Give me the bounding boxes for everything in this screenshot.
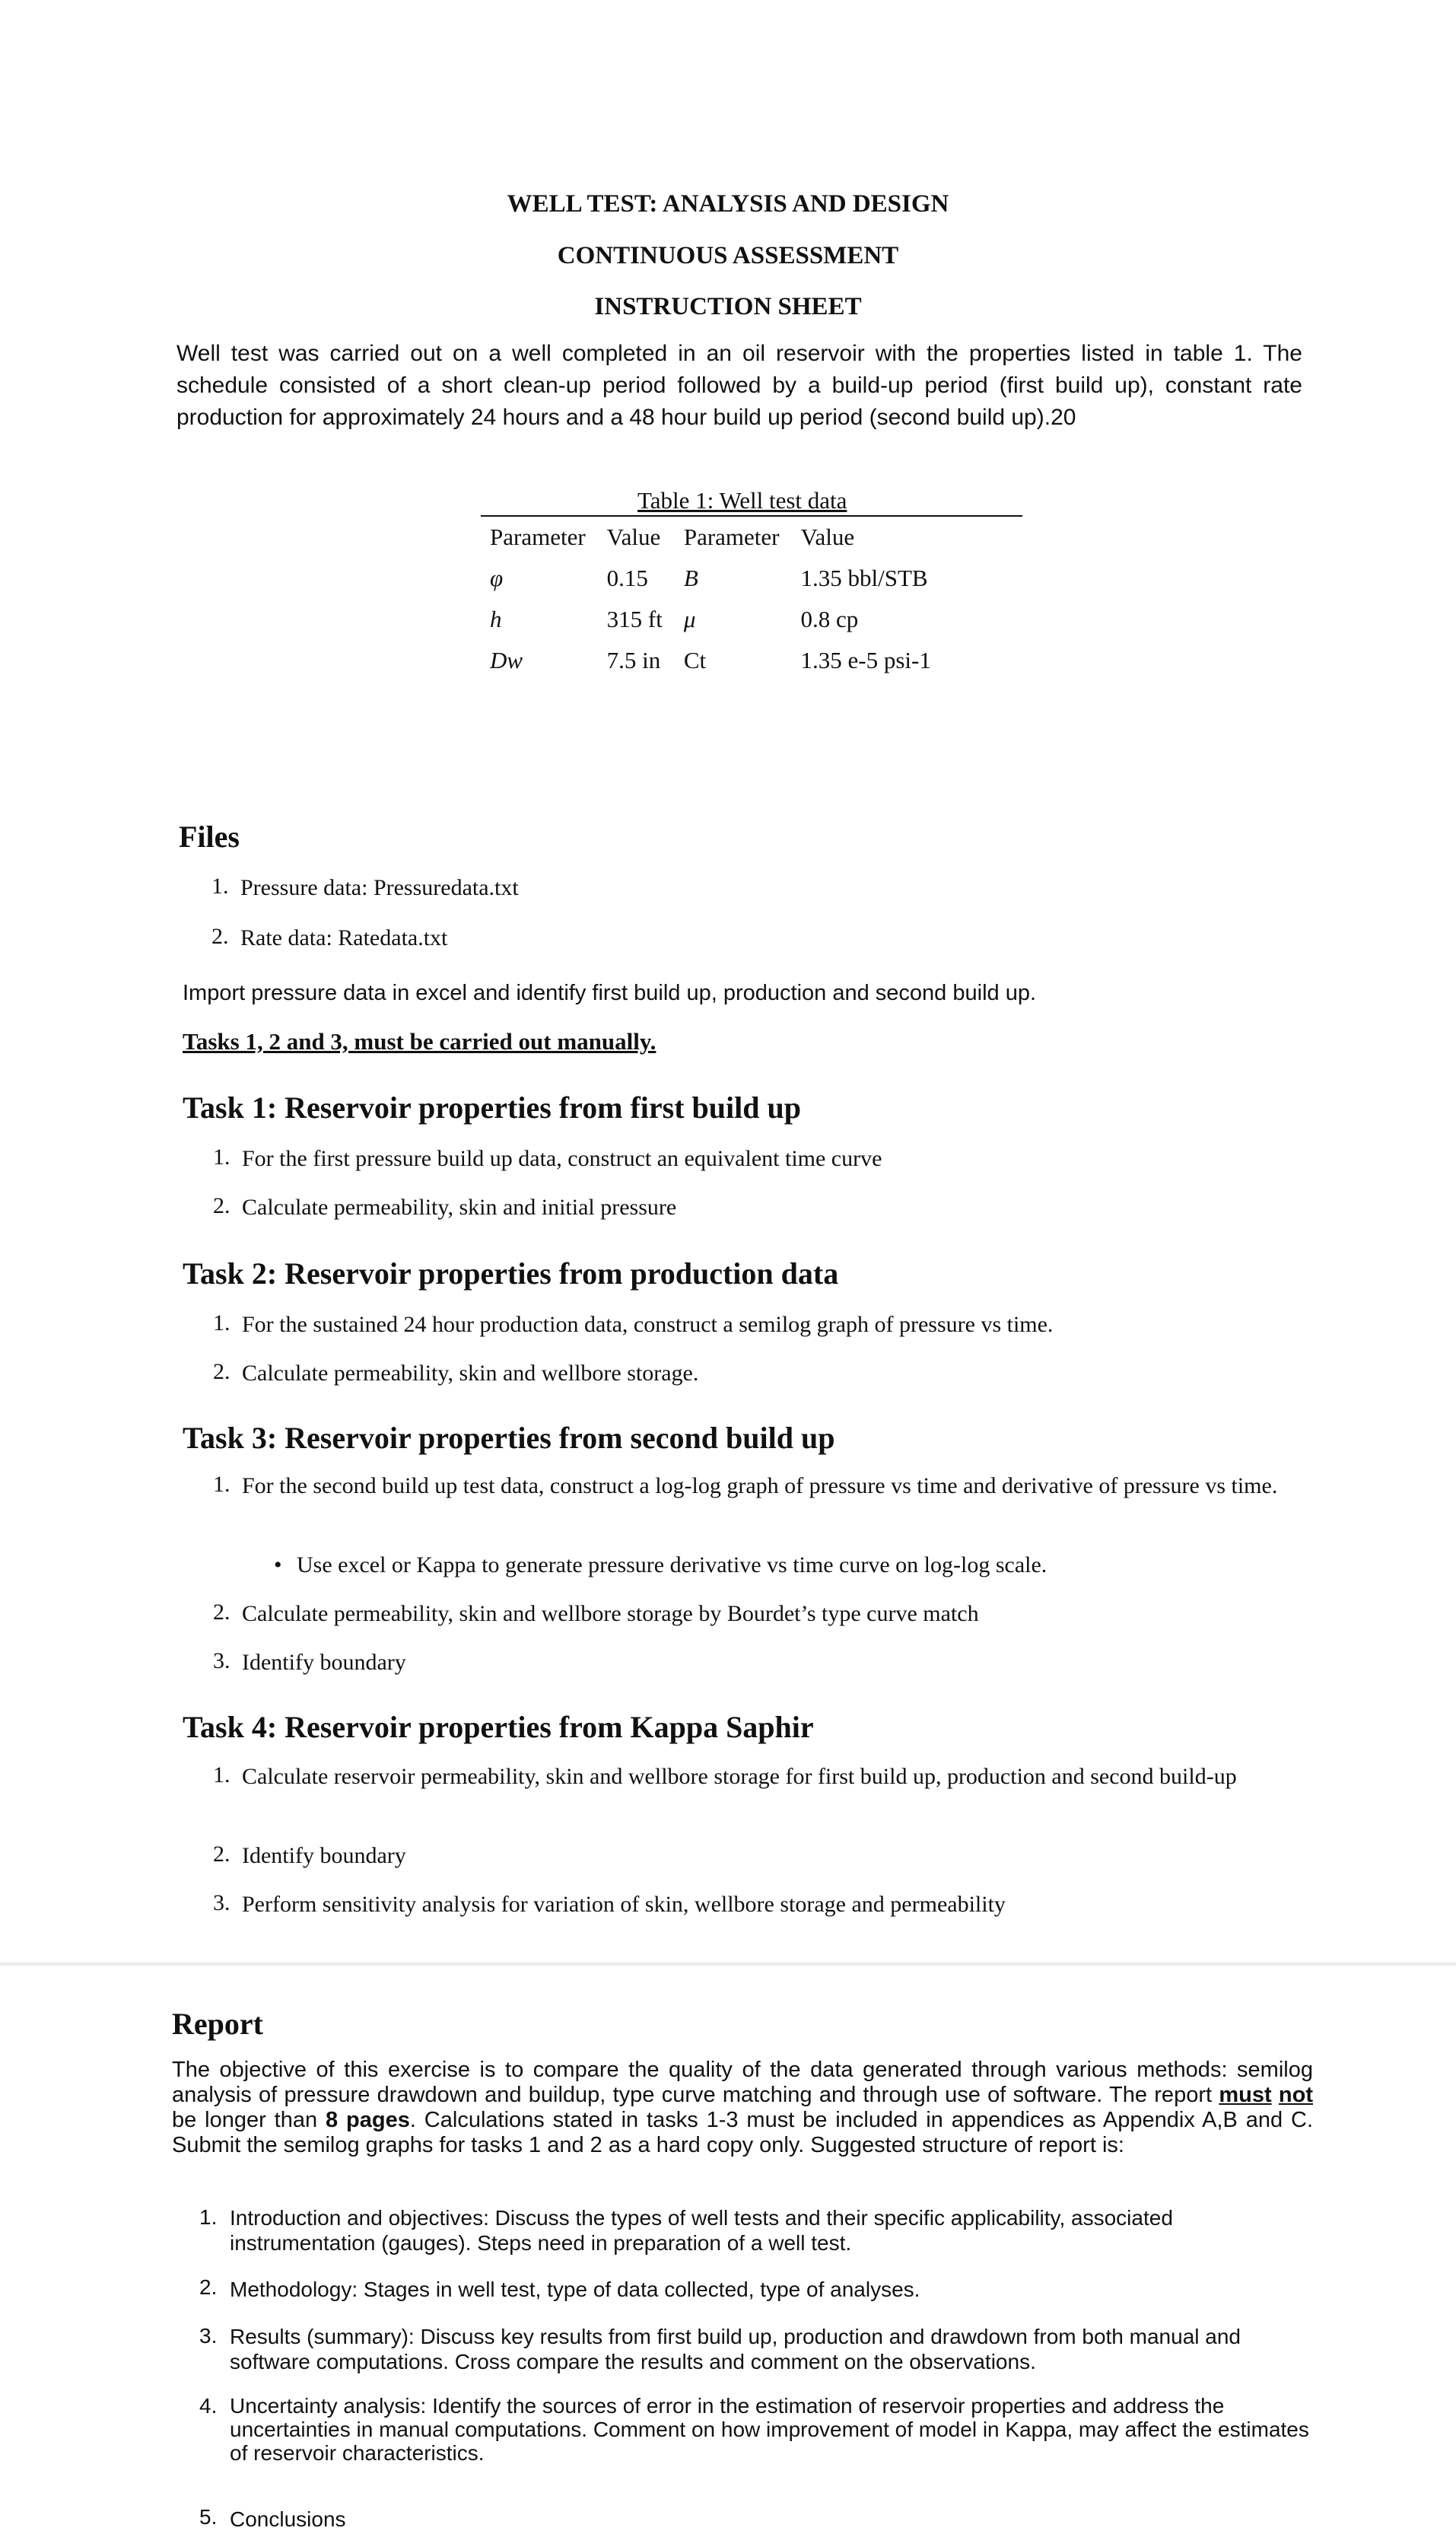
list-number: 1. (213, 1310, 230, 1335)
task4-item: Calculate reservoir permeability, skin and wellbore storage for first build up, production and second build-up (242, 1764, 1237, 1789)
table-cell: 0.15 (606, 565, 648, 591)
table-cell: 1.35 bbl/STB (800, 565, 928, 591)
table-header: Value (800, 524, 855, 550)
table-header: Parameter (683, 524, 780, 550)
task2-item: Calculate permeability, skin and wellbore storage. (242, 1361, 699, 1386)
list-number: 2. (213, 1359, 230, 1384)
file-item: Pressure data: Pressuredata.txt (240, 875, 519, 900)
list-number: 1. (213, 1762, 230, 1787)
task3-item: Calculate permeability, skin and wellbore storage by Bourdet’s type curve match (242, 1601, 979, 1626)
list-number: 2. (211, 924, 229, 949)
report-text: The objective of this exercise is to compare the quality of the data generated through various methods: semilog analysis of pressure drawdown and buildup, type curve matching and through use of software. The report (172, 2058, 1313, 2107)
table-row (479, 563, 942, 604)
task1-heading: Task 1: Reservoir properties from first build up (183, 1090, 801, 1125)
emphasis-not: not (1278, 2083, 1313, 2107)
files-heading: Files (179, 820, 240, 854)
report-item: Methodology: Stages in well test, type of data collected, type of analyses. (230, 2278, 920, 2301)
table-cell: Ct (683, 647, 707, 673)
task2-item: For the sustained 24 hour production data, construct a semilog graph of pressure vs time. (242, 1312, 1054, 1337)
task3-item: Identify boundary (242, 1650, 406, 1675)
table-cell: φ (490, 565, 504, 591)
table-cell: 1.35 e-5 psi-1 (800, 647, 931, 673)
task3-item: For the second build up test data, construct a log-log graph of pressure vs time and derivative of pressure vs time. (242, 1473, 1278, 1498)
task2-heading: Task 2: Reservoir properties from production data (183, 1256, 839, 1291)
table-cell: 7.5 in (606, 647, 661, 673)
report-item: Uncertainty analysis: Identify the sources of error in the estimation of reservoir properties and address the uncertainties in manual computations. Comment on how improvement of model in Kappa, may affect the estimates of reservoir characteristics. (230, 2394, 1309, 2465)
task4-heading: Task 4: Reservoir properties from Kappa Saphir (183, 1710, 814, 1744)
table-row (479, 645, 942, 686)
document-subtitle: CONTINUOUS ASSESSMENT (557, 242, 899, 269)
task1-item: Calculate permeability, skin and initial pressure (242, 1195, 677, 1220)
report-heading: Report (172, 2007, 263, 2041)
list-number: 3. (199, 2324, 218, 2348)
task3-bullet: Use excel or Kappa to generate pressure derivative vs time curve on log-log scale. (297, 1552, 1047, 1577)
list-number: 2. (213, 1600, 230, 1625)
table-header: Parameter (490, 524, 586, 550)
emphasis-must: must (1219, 2083, 1272, 2107)
table-header-row (479, 522, 942, 563)
table-cell: 315 ft (606, 606, 663, 632)
list-number: 1. (199, 2205, 218, 2229)
list-number: 3. (213, 1648, 230, 1673)
list-number: 1. (211, 874, 229, 899)
list-number: 1. (213, 1144, 230, 1170)
task3-heading: Task 3: Reservoir properties from second build up (183, 1421, 835, 1455)
list-number: 3. (213, 1890, 230, 1915)
report-text: be longer than (172, 2108, 318, 2132)
table-header: Value (606, 524, 661, 550)
list-number: 1. (213, 1472, 230, 1497)
table-cell: h (490, 606, 502, 632)
list-number: 2. (213, 1842, 230, 1867)
list-number: 4. (199, 2394, 218, 2418)
intro-paragraph: Well test was carried out on a well completed in an oil reservoir with the properties listed in table 1. The schedule consisted of a short clean-up period followed by a build-up period (first build up), constant rate production for approximately 24 hours and a 48 hour build up period (second build up).20 (176, 341, 1302, 430)
table-cell: μ (683, 606, 696, 632)
document-sheet-label: INSTRUCTION SHEET (594, 293, 862, 320)
page-divider (0, 1962, 1456, 1966)
table-cell: Dw (490, 647, 523, 673)
list-number: 2. (213, 1193, 230, 1218)
report-item: Conclusions (230, 2507, 346, 2531)
report-text: . Calculations stated in tasks 1-3 must be included in appendices as Appendix A,B and C. Submit the semilog graphs for tasks 1 and 2 as a hard copy only. Suggested structure of report is: (172, 2108, 1313, 2157)
list-number: 2. (199, 2275, 218, 2299)
report-paragraph (172, 2058, 1313, 2158)
table-cell: 0.8 cp (800, 606, 859, 632)
list-number: 5. (199, 2505, 218, 2529)
report-item: Introduction and objectives: Discuss the types of well tests and their specific applicability, associated instrumentation (gauges). Steps need in preparation of a well test. (230, 2206, 1173, 2255)
bullet-icon: • (274, 1552, 282, 1577)
table-row (479, 604, 942, 645)
document-title: WELL TEST: ANALYSIS AND DESIGN (507, 190, 949, 218)
task1-item: For the first pressure build up data, construct an equivalent time curve (242, 1146, 882, 1171)
emphasis-pages: 8 pages (326, 2108, 410, 2132)
table-rule (481, 515, 1022, 517)
table-cell: B (683, 565, 698, 591)
well-test-data-table (479, 522, 942, 686)
table-caption: Table 1: Well test data (637, 487, 847, 514)
manual-note: Tasks 1, 2 and 3, must be carried out manually. (183, 1028, 656, 1055)
report-item: Results (summary): Discuss key results from first build up, production and drawdown from both manual and software computations. Cross compare the results and comment on the observations. (230, 2325, 1241, 2373)
import-note: Import pressure data in excel and identify first build up, production and second build up. (183, 981, 1037, 1005)
file-item: Rate data: Ratedata.txt (240, 925, 448, 950)
task4-item: Perform sensitivity analysis for variation of skin, wellbore storage and permeability (242, 1892, 1006, 1917)
task4-item: Identify boundary (242, 1843, 406, 1868)
